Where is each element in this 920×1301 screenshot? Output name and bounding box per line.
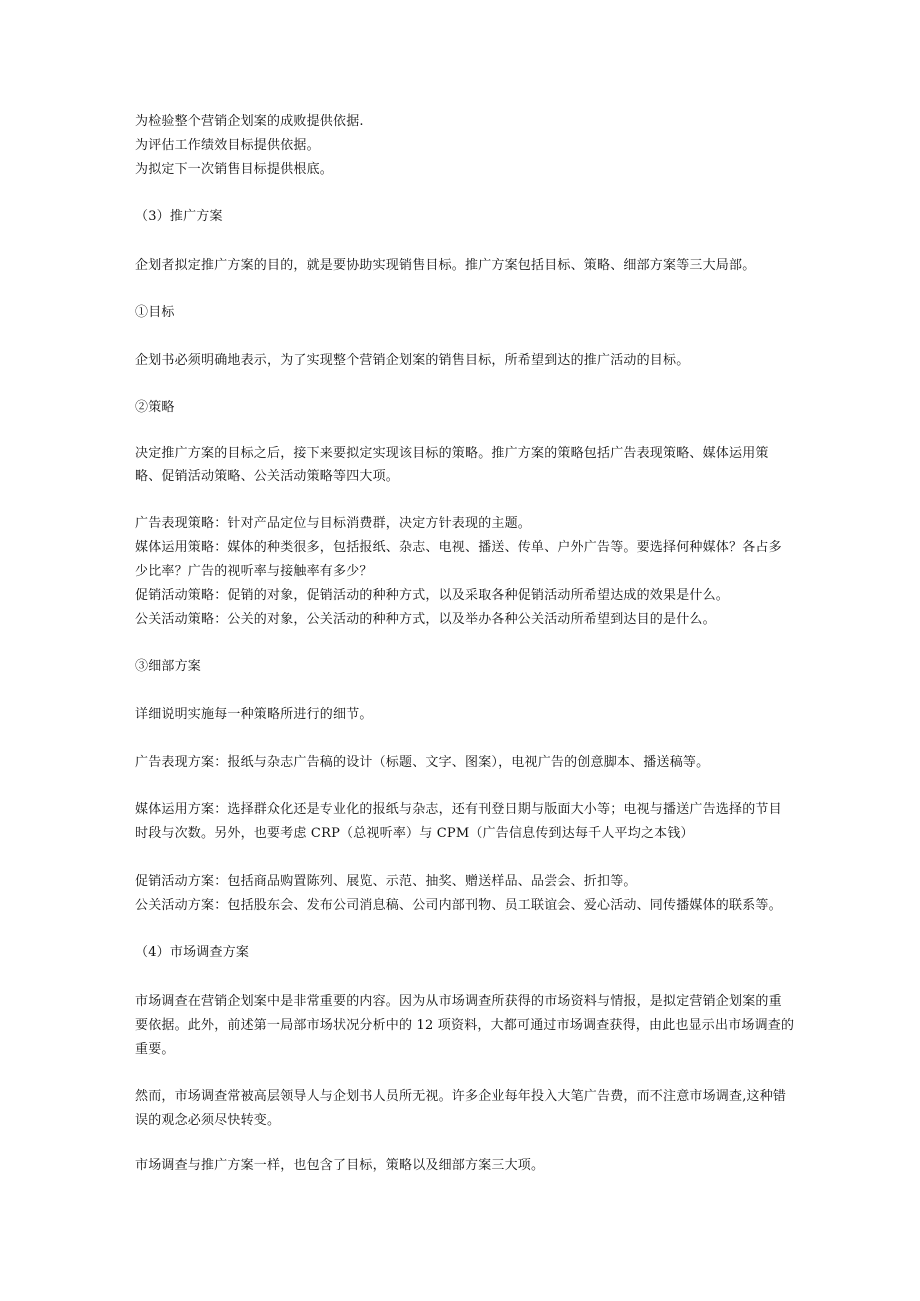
section-heading: （4）市场调查方案 xyxy=(135,945,250,960)
text-line: 公关活动策略：公关的对象，公关活动的种种方式，以及举办各种公关活动所希望到达目的是什么。 xyxy=(135,612,716,627)
text-line: 市场调查与推广方案一样，也包含了目标，策略以及细部方案三大项。 xyxy=(135,1158,545,1173)
text-line: 广告表现方案：报纸与杂志广告稿的设计（标题、文字、图案），电视广告的创意脚本、播送稿等。 xyxy=(135,755,710,770)
text-line: 略、促销活动策略、公关活动策略等四大项。 xyxy=(135,469,400,484)
text-line: 然而，市场调查常被高层领导人与企划书人员所无视。许多企业每年投入大笔广告费，而不注意市场调查,这种错 xyxy=(135,1089,787,1104)
sub-heading: ②策略 xyxy=(135,400,175,415)
text-line: 促销活动方案：包括商品购置陈列、展览、示范、抽奖、赠送样品、品尝会、折扣等。 xyxy=(135,874,637,889)
text-line: 决定推广方案的目标之后，接下来要拟定实现该目标的策略。推广方案的策略包括广告表现策略、媒体运用策 xyxy=(135,446,769,461)
text-line: 广告表现策略：针对产品定位与目标消费群，决定方针表现的主题。 xyxy=(135,516,532,531)
text-line: 促销活动策略：促销的对象，促销活动的种种方式，以及采取各种促销活动所希望达成的效果是什么。 xyxy=(135,588,730,603)
text-line: 误的观念必须尽快转变。 xyxy=(135,1113,281,1128)
text-line: 市场调查在营销企划案中是非常重要的内容。因为从市场调查所获得的市场资料与情报，是拟定营销企划案的重 xyxy=(135,994,782,1009)
text-line: 重要。 xyxy=(135,1042,175,1057)
text-line: 要依据。此外，前述第一局部市场状况分析中的 12 项资料，大都可通过市场调查获得，由此也显示出市场调查的 xyxy=(135,1018,795,1033)
sub-heading: ③细部方案 xyxy=(135,659,202,674)
sub-heading: ①目标 xyxy=(135,305,175,320)
text-line: 为检验整个营销企划案的成败提供依据. xyxy=(135,114,364,129)
text-line: 企划书必须明确地表示，为了实现整个营销企划案的销售目标，所希望到达的推广活动的目标。 xyxy=(135,353,690,368)
text-line: 为拟定下一次销售目标提供根底。 xyxy=(135,162,334,177)
text-line: 媒体运用策略：媒体的种类很多，包括报纸、杂志、电视、播送、传单、户外广告等。要选择何种媒体？各占多 xyxy=(135,540,782,555)
section-heading: （3）推广方案 xyxy=(135,209,223,224)
text-line: 少比率？广告的视听率与接触率有多少？ xyxy=(135,564,373,579)
text-line: 企划者拟定推广方案的目的，就是要协助实现销售目标。推广方案包括目标、策略、细部方案等三大局部。 xyxy=(135,258,756,273)
text-line: 媒体运用方案：选择群众化还是专业化的报纸与杂志，还有刊登日期与版面大小等；电视与播送广告选择的节目 xyxy=(135,802,782,817)
text-line: 详细说明实施每一种策略所进行的细节。 xyxy=(135,707,373,722)
text-line: 时段与次数。另外，也要考虑 CRP（总视听率）与 CPM（广告信息传到达每千人平均之本钱） xyxy=(135,826,694,841)
text-line: 公关活动方案：包括股东会、发布公司消息稿、公司内部刊物、员工联谊会、爱心活动、同传播媒体的联系等。 xyxy=(135,898,782,913)
text-line: 为评估工作绩效目标提供依据。 xyxy=(135,138,320,153)
